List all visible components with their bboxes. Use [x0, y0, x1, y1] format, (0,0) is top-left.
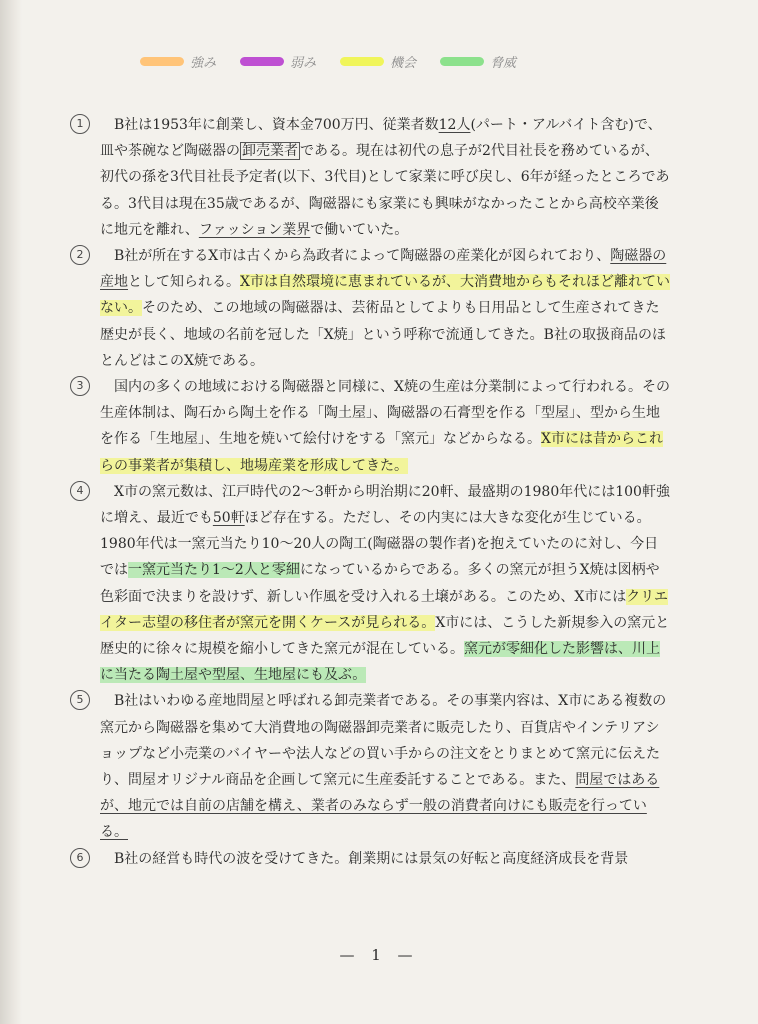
paragraph	[76, 479, 670, 689]
legend-item	[240, 52, 316, 71]
text-segment: X市には、こうした新規参入の窯元と歴史的に徐々に規模を縮小してきた窯元が混在している。	[100, 614, 670, 658]
text-segment: B社はいわゆる産地問屋と呼ばれる卸売業者である。その事業内容は、X市にある複数の窯元から陶磁器を集めて大消費地の陶磁器卸売業者に販売したり、百貨店やインテリアショップなど小売業のバイヤーや法人などの買い手からの注文をとりまとめて窯元に伝えたり、問屋オリジナル商品を企画して窯元に生産委託することである。また、	[100, 693, 667, 789]
text-segment: B社が所在するX市は古くから為政者によって陶磁器の産業化が図られており、	[114, 248, 611, 265]
marked-text: 一窯元当たり1～2人と零細	[128, 562, 300, 579]
text-segment: で働いていた。	[310, 221, 409, 238]
text-segment: ほど存在する。ただし、その内実には大きな変化が生じている。1980年代は一窯元当たり10～20人の陶工(陶磁器の製作者)を抱えていたのに対し、今日では	[100, 510, 659, 579]
legend-label: 機会	[390, 55, 417, 71]
text-segment: 国内の多くの地域における陶磁器と同様に、X焼の生産は分業制によって行われる。その生産体制は、陶石から陶土を作る「陶土屋」、陶磁器の石膏型を作る「型屋」、型から生地を作る「生地屋」、生地を焼いて絵付けをする「窯元」などからなる。	[100, 379, 670, 448]
legend-label: 強み	[190, 55, 217, 71]
marked-text: 陶磁器の産地	[100, 248, 667, 291]
paragraph-number: 1	[70, 114, 90, 134]
legend-swatch	[340, 57, 384, 66]
legend-swatch	[140, 57, 184, 66]
text-segment: そのため、この地域の陶磁器は、芸術品としてよりも日用品として生産されてきた歴史が長く、地域の名前を冠した「X焼」という呼称で流通してきた。B社の取扱商品のほとんどはこのX焼である。	[100, 300, 666, 369]
legend-label: 弱み	[290, 55, 317, 71]
legend-swatch	[440, 57, 484, 66]
marked-text: X市には昔からこれらの事業者が集積し、地場産業を形成してきた。	[100, 431, 663, 474]
paragraph	[76, 112, 670, 243]
legend-item	[140, 52, 216, 71]
paragraph-number: 2	[70, 245, 90, 265]
text-segment: B社の経営も時代の波を受けてきた。創業期には景気の好転と高度経済成長を背景	[114, 850, 629, 867]
paragraph	[76, 374, 670, 479]
binding-gutter	[0, 0, 22, 1024]
paragraph	[76, 688, 670, 845]
highlight-legend	[140, 48, 530, 74]
text-segment: になっているからである。多くの窯元が担うX焼は図柄や色彩面で決まりを設けず、新しい作風を受け入れる土壌がある。このため、X市には	[100, 562, 660, 605]
paragraph-number: 6	[70, 848, 90, 868]
marked-text: 50軒	[212, 510, 245, 527]
marked-text: 問屋ではあるが、地元では自前の店舗を構え、業者のみならず一般の消費者向けにも販売を行っている。	[100, 772, 660, 841]
text-segment: X市の窯元数は、江戸時代の2～3軒から明治期に20軒、最盛期の1980年代には100軒強に増え、最近でも	[100, 483, 670, 527]
paragraph	[76, 846, 670, 872]
text-segment: として知られる。	[128, 274, 240, 291]
marked-text: 窯元が零細化した影響は、川上に当たる陶土屋や型屋、生地屋にも及ぶ。	[100, 641, 660, 684]
marked-text: X市は自然環境に恵まれているが、大消費地からもそれほど離れていない。	[100, 274, 670, 317]
paragraph-number: 3	[70, 376, 90, 396]
marked-text: クリエイター志望の移住者が窯元を開くケースが見られる。	[100, 588, 669, 631]
marked-text: 12人	[438, 117, 471, 133]
legend-swatch	[240, 57, 284, 66]
text-segment: B社は1953年に創業し、資本金700万円、従業者数	[114, 117, 439, 133]
paragraph-number: 4	[70, 481, 90, 501]
text-segment: (パート・アルバイト含む)で、皿や茶碗など陶磁器の	[100, 117, 662, 160]
page-number: — 1 —	[339, 946, 419, 964]
marked-text: ファッション業界	[198, 221, 311, 238]
legend-item	[440, 52, 516, 71]
paragraph	[76, 243, 670, 374]
marked-text: 卸売業者	[242, 143, 298, 160]
case-text	[76, 112, 670, 872]
legend-item	[340, 52, 416, 71]
legend-label: 脅威	[490, 55, 517, 71]
text-segment: である。現在は初代の息子が2代目社長を務めているが、初代の孫を3代目社長予定者(以下、3代目)として家業に呼び戻し、6年が経ったところである。3代目は現在35歳であるが、陶磁器にも家業にも興味がなかったことから高校卒業後に地元を離れ、	[100, 143, 670, 238]
paragraph-number: 5	[70, 690, 90, 710]
